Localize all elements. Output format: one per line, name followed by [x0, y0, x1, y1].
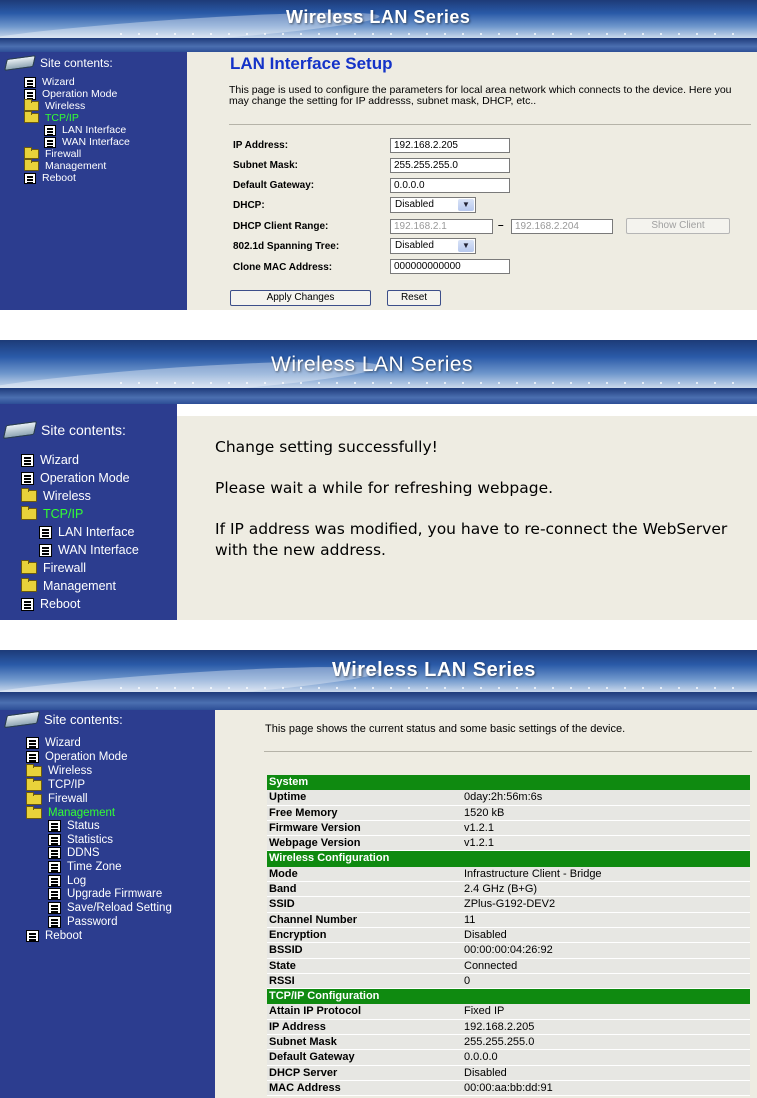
- table-row: [267, 1004, 750, 1019]
- wait-message: Please wait a while for refreshing webpage.: [215, 479, 554, 497]
- row-value: 0: [464, 974, 471, 987]
- page-icon: [26, 751, 39, 763]
- row-label: SSID: [269, 898, 295, 911]
- menu-wireless[interactable]: Wireless: [24, 100, 85, 112]
- row-label: Firmware Version: [269, 821, 361, 834]
- lan-setup-panel: [0, 0, 757, 310]
- default-gateway-input[interactable]: 0.0.0.0: [390, 178, 510, 193]
- range-separator: –: [498, 220, 504, 231]
- banner: [0, 650, 757, 692]
- row-label: Channel Number: [269, 913, 358, 926]
- row-label: Mode: [269, 867, 298, 880]
- divider: [229, 124, 751, 125]
- menu-wizard[interactable]: Wizard: [24, 76, 75, 88]
- folder-icon: [24, 161, 39, 171]
- table-row: [267, 897, 750, 912]
- table-row: [267, 867, 750, 882]
- row-value: v1.2.1: [464, 837, 494, 850]
- divider: [264, 751, 752, 752]
- row-label: Subnet Mask: [269, 1036, 337, 1049]
- disk-icon: [3, 421, 37, 439]
- folder-open-icon: [26, 808, 42, 819]
- menu-reboot[interactable]: Reboot: [26, 930, 82, 942]
- menu-firewall[interactable]: Firewall: [26, 793, 88, 805]
- banner-stripe: [0, 38, 757, 52]
- page-icon: [44, 137, 56, 148]
- reconnect-message: If IP address was modified, you have to re-connect the WebServer: [215, 520, 728, 538]
- page-icon: [48, 847, 61, 859]
- menu-operation-mode[interactable]: Operation Mode: [21, 471, 130, 485]
- row-value: Fixed IP: [464, 1005, 505, 1018]
- sidebar: [0, 52, 187, 310]
- banner-title: Wireless LAN Series: [271, 353, 474, 376]
- menu-statistics[interactable]: Statistics: [48, 834, 113, 846]
- folder-icon: [24, 101, 39, 111]
- row-value: Infrastructure Client - Bridge: [464, 867, 602, 880]
- menu-management[interactable]: Management: [21, 579, 116, 593]
- folder-icon: [24, 149, 39, 159]
- page-icon: [48, 916, 61, 928]
- menu-wizard[interactable]: Wizard: [21, 453, 79, 467]
- page-icon: [21, 598, 34, 611]
- row-value: 11: [464, 913, 476, 926]
- site-contents-header: Site contents:: [6, 56, 113, 70]
- clone-mac-label: Clone MAC Address:: [233, 262, 333, 273]
- reconnect-message-cont: with the new address.: [215, 541, 386, 559]
- status-table: [267, 775, 750, 1096]
- menu-lan-interface[interactable]: LAN Interface: [39, 525, 134, 539]
- row-label: BSSID: [269, 944, 303, 957]
- page-icon: [26, 737, 39, 749]
- ip-address-label: IP Address:: [233, 140, 289, 151]
- row-label: DHCP Server: [269, 1066, 338, 1079]
- page-icon: [48, 820, 61, 832]
- menu-reboot[interactable]: Reboot: [24, 172, 76, 184]
- menu-log[interactable]: Log: [48, 875, 86, 887]
- menu-lan-interface[interactable]: LAN Interface: [44, 124, 126, 136]
- menu-wan-interface[interactable]: WAN Interface: [44, 136, 130, 148]
- menu-reboot[interactable]: Reboot: [21, 597, 80, 611]
- spanning-tree-select[interactable]: Disabled ▼: [390, 238, 476, 254]
- menu-management[interactable]: Management: [26, 807, 115, 819]
- spanning-tree-label: 802.1d Spanning Tree:: [233, 241, 340, 252]
- subnet-mask-label: Subnet Mask:: [233, 160, 299, 171]
- page-icon: [48, 834, 61, 846]
- chevron-down-icon: ▼: [458, 199, 474, 211]
- menu-tcpip[interactable]: TCP/IP: [26, 779, 85, 791]
- menu-tcpip[interactable]: TCP/IP: [24, 112, 79, 124]
- table-row: [267, 882, 750, 897]
- menu-password[interactable]: Password: [48, 916, 118, 928]
- table-row: [267, 943, 750, 958]
- table-row: [267, 959, 750, 974]
- content-area: [187, 52, 757, 310]
- menu-firewall[interactable]: Firewall: [24, 148, 81, 160]
- menu-time-zone[interactable]: Time Zone: [48, 861, 122, 873]
- page-icon: [44, 125, 56, 136]
- reset-button[interactable]: Reset: [387, 290, 441, 306]
- clone-mac-input[interactable]: 000000000000: [390, 259, 510, 274]
- page-description: This page shows the current status and some basic settings of the device.: [265, 723, 626, 735]
- row-value: 2.4 GHz (B+G): [464, 883, 538, 896]
- banner-stripe: [0, 388, 757, 404]
- page-icon: [48, 875, 61, 887]
- banner-title: Wireless LAN Series: [286, 7, 471, 27]
- row-value: 192.168.2.205: [464, 1020, 535, 1033]
- dhcp-range-start-input[interactable]: 192.168.2.1: [390, 219, 493, 234]
- disk-icon: [4, 55, 36, 71]
- row-label: Webpage Version: [269, 837, 361, 850]
- table-row: [267, 974, 750, 989]
- row-label: Uptime: [269, 791, 307, 804]
- dhcp-client-range-label: DHCP Client Range:: [233, 221, 329, 232]
- show-client-button[interactable]: Show Client: [626, 218, 730, 234]
- menu-firewall[interactable]: Firewall: [21, 561, 86, 575]
- row-value: 00:00:00:04:26:92: [464, 944, 553, 957]
- row-label: Band: [269, 883, 297, 896]
- folder-open-icon: [24, 113, 39, 123]
- apply-changes-button[interactable]: Apply Changes: [230, 290, 371, 306]
- table-row: [267, 1020, 750, 1035]
- row-label: Free Memory: [269, 806, 338, 819]
- page-title: LAN Interface Setup: [230, 54, 393, 73]
- sidebar: [0, 710, 215, 1098]
- table-row: [267, 1050, 750, 1065]
- folder-icon: [26, 794, 42, 805]
- row-label: State: [269, 959, 296, 972]
- row-label: Attain IP Protocol: [269, 1005, 362, 1018]
- default-gateway-label: Default Gateway:: [233, 180, 315, 191]
- folder-icon: [21, 580, 37, 592]
- sidebar: [0, 404, 177, 620]
- table-row: [267, 821, 750, 836]
- row-value: v1.2.1: [464, 821, 494, 834]
- menu-tcpip[interactable]: TCP/IP: [21, 507, 83, 521]
- menu-wan-interface[interactable]: WAN Interface: [39, 543, 139, 557]
- row-value: 0.0.0.0: [464, 1051, 498, 1064]
- page-icon: [48, 888, 61, 900]
- site-contents-header: Site contents:: [5, 422, 126, 438]
- page-icon: [39, 526, 52, 539]
- page-icon: [39, 544, 52, 557]
- disk-icon: [4, 711, 40, 728]
- row-value: Disabled: [464, 1066, 507, 1079]
- page-icon: [21, 472, 34, 485]
- dhcp-label: DHCP:: [233, 200, 265, 211]
- section-header: TCP/IP Configuration: [267, 989, 750, 1004]
- success-message: Change setting successfully!: [215, 438, 438, 456]
- status-panel: [0, 650, 757, 1098]
- content-area: [177, 416, 757, 620]
- menu-wireless[interactable]: Wireless: [21, 489, 91, 503]
- row-value: Disabled: [464, 928, 507, 941]
- menu-ddns[interactable]: DDNS: [48, 847, 100, 859]
- subnet-mask-input[interactable]: 255.255.255.0: [390, 158, 510, 173]
- folder-icon: [26, 766, 42, 777]
- menu-upgrade-firmware[interactable]: Upgrade Firmware: [48, 888, 162, 900]
- table-row: [267, 913, 750, 928]
- site-contents-header: Site contents:: [6, 712, 123, 727]
- dhcp-range-end-input[interactable]: 192.168.2.204: [511, 219, 613, 234]
- page-icon: [48, 902, 61, 914]
- menu-save-reload-setting[interactable]: Save/Reload Setting: [48, 902, 172, 914]
- menu-status[interactable]: Status: [48, 820, 100, 832]
- row-value: 1520 kB: [464, 806, 505, 819]
- folder-icon: [21, 490, 37, 502]
- table-row: [267, 836, 750, 851]
- table-row: [267, 806, 750, 821]
- table-row: [267, 1066, 750, 1081]
- row-label: Default Gateway: [269, 1051, 355, 1064]
- page-description: This page is used to configure the parameters for local area network which connects to the device. Here you may change the setting for IP addresss, subnet mask, DHCP, etc..: [229, 84, 732, 107]
- page-icon: [26, 930, 39, 942]
- folder-open-icon: [21, 508, 37, 520]
- menu-wireless[interactable]: Wireless: [26, 765, 92, 777]
- row-label: IP Address: [269, 1020, 326, 1033]
- table-row: [267, 1035, 750, 1050]
- banner: [0, 340, 757, 388]
- row-value: 00:00:aa:bb:dd:91: [464, 1081, 553, 1094]
- menu-operation-mode[interactable]: Operation Mode: [24, 88, 117, 100]
- row-label: MAC Address: [269, 1081, 341, 1094]
- table-row: [267, 790, 750, 805]
- section-header: Wireless Configuration: [267, 851, 750, 866]
- table-row: [267, 928, 750, 943]
- row-label: Encryption: [269, 928, 327, 941]
- page-icon: [24, 89, 36, 100]
- page-icon: [21, 454, 34, 467]
- page-icon: [48, 861, 61, 873]
- row-value: Connected: [464, 959, 518, 972]
- menu-wizard[interactable]: Wizard: [26, 737, 81, 749]
- row-value: 0day:2h:56m:6s: [464, 791, 543, 804]
- folder-icon: [21, 562, 37, 574]
- banner: [0, 0, 757, 38]
- table-row: [267, 1081, 750, 1096]
- folder-icon: [26, 780, 42, 791]
- banner-title: Wireless LAN Series: [332, 659, 536, 681]
- row-value: 255.255.255.0: [464, 1036, 535, 1049]
- page-icon: [24, 173, 36, 184]
- menu-operation-mode[interactable]: Operation Mode: [26, 751, 127, 763]
- row-value: ZPlus-G192-DEV2: [464, 898, 556, 911]
- page-icon: [24, 77, 36, 88]
- row-label: RSSI: [269, 974, 295, 987]
- ip-address-input[interactable]: 192.168.2.205: [390, 138, 510, 153]
- menu-management[interactable]: Management: [24, 160, 106, 172]
- banner-stripe: [0, 692, 757, 710]
- dhcp-select[interactable]: Disabled ▼: [390, 197, 476, 213]
- change-success-panel: [0, 340, 757, 620]
- section-header: System: [267, 775, 750, 790]
- chevron-down-icon: ▼: [458, 240, 474, 252]
